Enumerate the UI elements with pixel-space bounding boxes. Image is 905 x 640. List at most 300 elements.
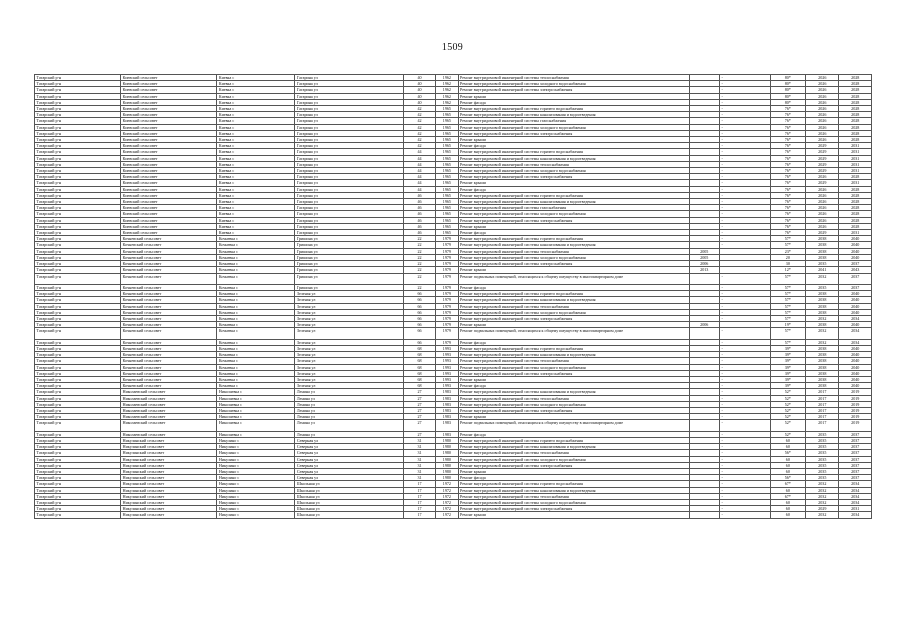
street-cell: Зеленая ул xyxy=(295,328,403,339)
work-type-cell: Ремонт внутридомовой инженерной системы горячего водоснабжения xyxy=(458,236,689,242)
street-cell: Гагарина ул xyxy=(295,112,403,118)
district-cell: Татарский р-н xyxy=(35,420,121,431)
village-council-cell: Кочневский сельсовет xyxy=(121,376,217,382)
house-number-cell: 46 xyxy=(403,199,435,205)
period-to-cell: 2040 xyxy=(839,370,872,376)
last-repair-year-cell xyxy=(689,328,719,339)
build-year-cell: 1983 xyxy=(436,395,458,401)
street-cell: Гагарина ул xyxy=(295,217,403,223)
house-number-cell: 44 xyxy=(403,168,435,174)
work-type-cell: Ремонт внутридомовой инженерной системы горячего водоснабжения xyxy=(458,481,689,487)
wear-percent-cell: 80* xyxy=(770,81,805,87)
house-number-cell: 22 xyxy=(403,273,435,284)
house-number-cell: 66 xyxy=(403,303,435,309)
period-from-cell: 2038 xyxy=(806,236,839,242)
village-council-cell: Кочневский сельсовет xyxy=(121,236,217,242)
wear-percent-cell: 60 xyxy=(770,444,805,450)
house-number-cell: 44 xyxy=(403,161,435,167)
build-year-cell: 1972 xyxy=(436,506,458,512)
dash-cell: - xyxy=(719,456,770,462)
street-cell: Зеленая ул xyxy=(295,315,403,321)
period-to-cell: 2037 xyxy=(839,437,872,443)
work-type-cell: Ремонт внутридомовой инженерной системы канализования и водоотведения xyxy=(458,389,689,395)
work-type-cell: Ремонт внутридомовой инженерной системы теплоснабжения xyxy=(458,358,689,364)
house-number-cell: 22 xyxy=(403,236,435,242)
street-cell: Гагарина ул xyxy=(295,81,403,87)
village-council-cell: Киевский сельсовет xyxy=(121,199,217,205)
work-type-cell: Ремонт внутридомовой инженерной системы холодного водоснабжения xyxy=(458,364,689,370)
work-type-cell: Ремонт внутридомовой инженерной системы холодного водоснабжения xyxy=(458,456,689,462)
street-cell: Гагарина ул xyxy=(295,211,403,217)
district-cell: Татарский р-н xyxy=(35,99,121,105)
build-year-cell: 1993 xyxy=(436,383,458,389)
period-from-cell: 2029 xyxy=(806,230,839,236)
village-council-cell: Николаевский сельсовет xyxy=(121,401,217,407)
settlement-cell: Кочневка с xyxy=(217,309,295,315)
period-to-cell: 2043 xyxy=(839,267,872,273)
dash-cell: - xyxy=(719,93,770,99)
wear-percent-cell: 80* xyxy=(770,75,805,81)
work-type-cell: Ремонт подвальных помещений, относящихся к общему имуществу в многоквартирном доме xyxy=(458,420,689,431)
work-type-cell: Ремонт внутридомовой инженерной системы теплоснабжения xyxy=(458,161,689,167)
village-council-cell: Кочневский сельсовет xyxy=(121,297,217,303)
village-council-cell: Кочневский сельсовет xyxy=(121,273,217,284)
work-type-cell: Ремонт внутридомовой инженерной системы теплоснабжения xyxy=(458,248,689,254)
build-year-cell: 1965 xyxy=(436,199,458,205)
wear-percent-cell: 76* xyxy=(770,168,805,174)
period-to-cell: 2028 xyxy=(839,211,872,217)
house-number-cell: 31 xyxy=(403,468,435,474)
house-number-cell: 31 xyxy=(403,450,435,456)
work-type-cell: Ремонт крыши xyxy=(458,468,689,474)
period-to-cell: 2028 xyxy=(839,93,872,99)
street-cell: Гришина ул xyxy=(295,248,403,254)
period-to-cell: 2019 xyxy=(839,407,872,413)
district-cell: Татарский р-н xyxy=(35,499,121,505)
dash-cell: - xyxy=(719,462,770,468)
village-council-cell: Кочневский сельсовет xyxy=(121,315,217,321)
wear-percent-cell: 39* xyxy=(770,352,805,358)
work-type-cell: Ремонт внутридомовой инженерной системы теплоснабжения xyxy=(458,493,689,499)
settlement-cell: Киевка с xyxy=(217,217,295,223)
street-cell: Гришина ул xyxy=(295,254,403,260)
house-number-cell: 68 xyxy=(403,358,435,364)
period-to-cell: 2028 xyxy=(839,205,872,211)
district-cell: Татарский р-н xyxy=(35,180,121,186)
period-from-cell: 2026 xyxy=(806,199,839,205)
period-to-cell: 2037 xyxy=(839,475,872,481)
dash-cell: - xyxy=(719,199,770,205)
street-cell: Зеленая ул xyxy=(295,376,403,382)
street-cell: Гагарина ул xyxy=(295,99,403,105)
settlement-cell: Николаевка с xyxy=(217,420,295,431)
house-number-cell: 66 xyxy=(403,309,435,315)
work-type-cell: Ремонт внутридомовой инженерной системы газоснабжения xyxy=(458,118,689,124)
period-from-cell: 2038 xyxy=(806,364,839,370)
house-number-cell: 44 xyxy=(403,149,435,155)
village-council-cell: Киевский сельсовет xyxy=(121,174,217,180)
house-number-cell: 40 xyxy=(403,75,435,81)
district-cell: Татарский р-н xyxy=(35,174,121,180)
period-from-cell: 2038 xyxy=(806,322,839,328)
house-number-cell: 44 xyxy=(403,174,435,180)
wear-percent-cell: 57* xyxy=(770,297,805,303)
period-from-cell: 2032 xyxy=(806,339,839,345)
district-cell: Татарский р-н xyxy=(35,248,121,254)
house-number-cell: 22 xyxy=(403,284,435,290)
house-number-cell: 68 xyxy=(403,364,435,370)
dash-cell: - xyxy=(719,81,770,87)
village-council-cell: Киевский сельсовет xyxy=(121,99,217,105)
dash-cell: - xyxy=(719,118,770,124)
house-number-cell: 68 xyxy=(403,352,435,358)
period-from-cell: 2038 xyxy=(806,291,839,297)
village-council-cell: Кочневский сельсовет xyxy=(121,345,217,351)
district-cell: Татарский р-н xyxy=(35,137,121,143)
period-from-cell: 2035 xyxy=(806,468,839,474)
village-council-cell: Киевский сельсовет xyxy=(121,192,217,198)
village-council-cell: Никулинский сельсовет xyxy=(121,506,217,512)
street-cell: Зеленая ул xyxy=(295,364,403,370)
work-type-cell: Ремонт крыши xyxy=(458,322,689,328)
period-from-cell: 2035 xyxy=(806,462,839,468)
street-cell: Гагарина ул xyxy=(295,186,403,192)
repair-schedule-table xyxy=(34,74,872,519)
dash-cell: - xyxy=(719,437,770,443)
period-from-cell: 2038 xyxy=(806,345,839,351)
build-year-cell: 1965 xyxy=(436,230,458,236)
settlement-cell: Никулино с xyxy=(217,512,295,518)
build-year-cell: 1979 xyxy=(436,236,458,242)
settlement-cell: Никулино с xyxy=(217,437,295,443)
house-number-cell: 42 xyxy=(403,106,435,112)
settlement-cell: Николаевка с xyxy=(217,414,295,420)
village-council-cell: Киевский сельсовет xyxy=(121,112,217,118)
build-year-cell: 1965 xyxy=(436,192,458,198)
village-council-cell: Никулинский сельсовет xyxy=(121,493,217,499)
street-cell: Гагарина ул xyxy=(295,124,403,130)
dash-cell: - xyxy=(719,499,770,505)
settlement-cell: Кочневка с xyxy=(217,364,295,370)
work-type-cell: Ремонт внутридомовой инженерной системы канализования и водоотведения xyxy=(458,487,689,493)
district-cell: Татарский р-н xyxy=(35,223,121,229)
street-cell: Школьная ул xyxy=(295,506,403,512)
village-council-cell: Никулинский сельсовет xyxy=(121,437,217,443)
period-from-cell: 2029 xyxy=(806,180,839,186)
village-council-cell: Киевский сельсовет xyxy=(121,87,217,93)
village-council-cell: Никулинский сельсовет xyxy=(121,487,217,493)
settlement-cell: Киевка с xyxy=(217,230,295,236)
village-council-cell: Кочневский сельсовет xyxy=(121,370,217,376)
street-cell: Ленина ул xyxy=(295,389,403,395)
settlement-cell: Киевка с xyxy=(217,112,295,118)
wear-percent-cell: 20 xyxy=(770,254,805,260)
period-to-cell: 2028 xyxy=(839,124,872,130)
build-year-cell: 1979 xyxy=(436,339,458,345)
street-cell: Гагарина ул xyxy=(295,223,403,229)
period-to-cell: 2037 xyxy=(839,431,872,437)
dash-cell: - xyxy=(719,106,770,112)
settlement-cell: Никулино с xyxy=(217,475,295,481)
period-from-cell: 2017 xyxy=(806,414,839,420)
wear-percent-cell: 67* xyxy=(770,493,805,499)
period-from-cell: 2026 xyxy=(806,118,839,124)
build-year-cell: 1972 xyxy=(436,499,458,505)
build-year-cell: 1983 xyxy=(436,420,458,431)
build-year-cell: 1965 xyxy=(436,143,458,149)
build-year-cell: 1980 xyxy=(436,475,458,481)
street-cell: Школьная ул xyxy=(295,512,403,518)
street-cell: Гришина ул xyxy=(295,273,403,284)
village-council-cell: Киевский сельсовет xyxy=(121,230,217,236)
period-from-cell: 2026 xyxy=(806,223,839,229)
district-cell: Татарский р-н xyxy=(35,242,121,248)
settlement-cell: Николаевка с xyxy=(217,431,295,437)
district-cell: Татарский р-н xyxy=(35,315,121,321)
settlement-cell: Кочневка с xyxy=(217,284,295,290)
house-number-cell: 31 xyxy=(403,437,435,443)
wear-percent-cell: 76* xyxy=(770,112,805,118)
dash-cell: - xyxy=(719,284,770,290)
wear-percent-cell: 76* xyxy=(770,174,805,180)
house-number-cell: 27 xyxy=(403,395,435,401)
settlement-cell: Киевка с xyxy=(217,180,295,186)
settlement-cell: Никулино с xyxy=(217,444,295,450)
wear-percent-cell: 52* xyxy=(770,420,805,431)
district-cell: Татарский р-н xyxy=(35,211,121,217)
settlement-cell: Кочневка с xyxy=(217,261,295,267)
period-to-cell: 2040 xyxy=(839,376,872,382)
house-number-cell: 40 xyxy=(403,81,435,87)
build-year-cell: 1980 xyxy=(436,456,458,462)
wear-percent-cell: 39* xyxy=(770,358,805,364)
street-cell: Гагарина ул xyxy=(295,75,403,81)
period-from-cell: 2026 xyxy=(806,211,839,217)
street-cell: Зеленая ул xyxy=(295,309,403,315)
wear-percent-cell: 80* xyxy=(770,93,805,99)
village-council-cell: Кочневский сельсовет xyxy=(121,303,217,309)
district-cell: Татарский р-н xyxy=(35,112,121,118)
period-from-cell: 2032 xyxy=(806,481,839,487)
house-number-cell: 31 xyxy=(403,444,435,450)
village-council-cell: Николаевский сельсовет xyxy=(121,389,217,395)
dash-cell: - xyxy=(719,376,770,382)
work-type-cell: Ремонт фасада xyxy=(458,99,689,105)
settlement-cell: Кочневка с xyxy=(217,248,295,254)
settlement-cell: Кочневка с xyxy=(217,242,295,248)
dash-cell: - xyxy=(719,339,770,345)
wear-percent-cell: 76* xyxy=(770,211,805,217)
district-cell: Татарский р-н xyxy=(35,155,121,161)
house-number-cell: 27 xyxy=(403,420,435,431)
build-year-cell: 1983 xyxy=(436,389,458,395)
wear-percent-cell: 60 xyxy=(770,487,805,493)
street-cell: Гагарина ул xyxy=(295,106,403,112)
dash-cell: - xyxy=(719,124,770,130)
house-number-cell: 68 xyxy=(403,370,435,376)
district-cell: Татарский р-н xyxy=(35,236,121,242)
wear-percent-cell: 57* xyxy=(770,291,805,297)
period-to-cell: 2028 xyxy=(839,118,872,124)
period-to-cell: 2034 xyxy=(839,493,872,499)
build-year-cell: 1979 xyxy=(436,267,458,273)
settlement-cell: Киевка с xyxy=(217,75,295,81)
wear-percent-cell: 60 xyxy=(770,468,805,474)
period-to-cell: 2028 xyxy=(839,137,872,143)
work-type-cell: Ремонт внутридомовой инженерной системы горячего водоснабжения xyxy=(458,192,689,198)
dash-cell: - xyxy=(719,309,770,315)
page-number: 1509 xyxy=(441,42,464,53)
wear-percent-cell: 80* xyxy=(770,87,805,93)
work-type-cell: Ремонт внутридомовой инженерной системы электроснабжения xyxy=(458,130,689,136)
wear-percent-cell: 60 xyxy=(770,456,805,462)
district-cell: Татарский р-н xyxy=(35,309,121,315)
settlement-cell: Киевка с xyxy=(217,87,295,93)
build-year-cell: 1972 xyxy=(436,512,458,518)
period-to-cell: 2031 xyxy=(839,149,872,155)
village-council-cell: Кочневский сельсовет xyxy=(121,254,217,260)
dash-cell: - xyxy=(719,174,770,180)
period-to-cell: 2031 xyxy=(839,168,872,174)
street-cell: Гагарина ул xyxy=(295,180,403,186)
wear-percent-cell: 57* xyxy=(770,273,805,284)
period-to-cell: 2040 xyxy=(839,248,872,254)
street-cell: Гагарина ул xyxy=(295,192,403,198)
wear-percent-cell: 57* xyxy=(770,328,805,339)
wear-percent-cell: 76* xyxy=(770,130,805,136)
settlement-cell: Кочневка с xyxy=(217,291,295,297)
dash-cell: - xyxy=(719,180,770,186)
village-council-cell: Никулинский сельсовет xyxy=(121,462,217,468)
village-council-cell: Киевский сельсовет xyxy=(121,223,217,229)
build-year-cell: 1980 xyxy=(436,444,458,450)
street-cell: Гагарина ул xyxy=(295,168,403,174)
dash-cell: - xyxy=(719,358,770,364)
district-cell: Татарский р-н xyxy=(35,186,121,192)
settlement-cell: Кочневка с xyxy=(217,383,295,389)
work-type-cell: Ремонт фасада xyxy=(458,284,689,290)
settlement-cell: Никулино с xyxy=(217,493,295,499)
work-type-cell: Ремонт внутридомовой инженерной системы электроснабжения xyxy=(458,87,689,93)
village-council-cell: Кочневский сельсовет xyxy=(121,248,217,254)
period-to-cell: 2040 xyxy=(839,364,872,370)
build-year-cell: 1979 xyxy=(436,322,458,328)
district-cell: Татарский р-н xyxy=(35,75,121,81)
house-number-cell: 17 xyxy=(403,487,435,493)
district-cell: Татарский р-н xyxy=(35,468,121,474)
dash-cell: - xyxy=(719,370,770,376)
district-cell: Татарский р-н xyxy=(35,192,121,198)
work-type-cell: Ремонт внутридомовой инженерной системы холодного водоснабжения xyxy=(458,401,689,407)
period-from-cell: 2038 xyxy=(806,248,839,254)
build-year-cell: 1993 xyxy=(436,352,458,358)
settlement-cell: Кочневка с xyxy=(217,236,295,242)
build-year-cell: 1972 xyxy=(436,493,458,499)
house-number-cell: 46 xyxy=(403,230,435,236)
district-cell: Татарский р-н xyxy=(35,161,121,167)
settlement-cell: Кочневка с xyxy=(217,345,295,351)
period-from-cell: 2029 xyxy=(806,143,839,149)
wear-percent-cell: 39* xyxy=(770,345,805,351)
period-from-cell: 2038 xyxy=(806,352,839,358)
wear-percent-cell: 60 xyxy=(770,506,805,512)
street-cell: Гагарина ул xyxy=(295,199,403,205)
village-council-cell: Николаевский сельсовет xyxy=(121,395,217,401)
build-year-cell: 1979 xyxy=(436,248,458,254)
street-cell: Гагарина ул xyxy=(295,230,403,236)
settlement-cell: Киевка с xyxy=(217,174,295,180)
house-number-cell: 68 xyxy=(403,345,435,351)
district-cell: Татарский р-н xyxy=(35,124,121,130)
work-type-cell: Ремонт крыши xyxy=(458,223,689,229)
table-row xyxy=(35,512,872,518)
work-type-cell: Ремонт фасада xyxy=(458,339,689,345)
build-year-cell: 1983 xyxy=(436,401,458,407)
wear-percent-cell: 56* xyxy=(770,475,805,481)
build-year-cell: 1993 xyxy=(436,358,458,364)
house-number-cell: 66 xyxy=(403,297,435,303)
period-from-cell: 2026 xyxy=(806,217,839,223)
street-cell: Зеленая ул xyxy=(295,322,403,328)
street-cell: Зеленая ул xyxy=(295,358,403,364)
street-cell: Зеленая ул xyxy=(295,303,403,309)
village-council-cell: Кочневский сельсовет xyxy=(121,328,217,339)
settlement-cell: Кочневка с xyxy=(217,358,295,364)
dash-cell: - xyxy=(719,506,770,512)
last-repair-year-cell xyxy=(689,420,719,431)
build-year-cell: 1965 xyxy=(436,180,458,186)
work-type-cell: Ремонт внутридомовой инженерной системы канализования и водоотведения xyxy=(458,199,689,205)
village-council-cell: Киевский сельсовет xyxy=(121,130,217,136)
district-cell: Татарский р-н xyxy=(35,267,121,273)
district-cell: Татарский р-н xyxy=(35,254,121,260)
wear-percent-cell: 76* xyxy=(770,205,805,211)
build-year-cell: 1979 xyxy=(436,303,458,309)
house-number-cell: 17 xyxy=(403,499,435,505)
period-to-cell: 2040 xyxy=(839,358,872,364)
wear-percent-cell: 39* xyxy=(770,364,805,370)
period-from-cell: 2029 xyxy=(806,155,839,161)
period-to-cell: 2031 xyxy=(839,180,872,186)
settlement-cell: Киевка с xyxy=(217,118,295,124)
wear-percent-cell: 52* xyxy=(770,395,805,401)
period-to-cell: 2028 xyxy=(839,99,872,105)
house-number-cell: 40 xyxy=(403,87,435,93)
house-number-cell: 27 xyxy=(403,431,435,437)
wear-percent-cell: 60 xyxy=(770,512,805,518)
period-from-cell: 2017 xyxy=(806,389,839,395)
period-from-cell: 2038 xyxy=(806,383,839,389)
period-to-cell: 2040 xyxy=(839,254,872,260)
settlement-cell: Киевка с xyxy=(217,124,295,130)
settlement-cell: Кочневка с xyxy=(217,328,295,339)
settlement-cell: Киевка с xyxy=(217,143,295,149)
dash-cell: - xyxy=(719,211,770,217)
wear-percent-cell: 76* xyxy=(770,155,805,161)
work-type-cell: Ремонт внутридомовой инженерной системы электроснабжения xyxy=(458,315,689,321)
settlement-cell: Никулино с xyxy=(217,487,295,493)
work-type-cell: Ремонт внутридомовой инженерной системы канализования и водоотведения xyxy=(458,112,689,118)
district-cell: Татарский р-н xyxy=(35,339,121,345)
build-year-cell: 1965 xyxy=(436,223,458,229)
district-cell: Татарский р-н xyxy=(35,230,121,236)
settlement-cell: Никулино с xyxy=(217,481,295,487)
settlement-cell: Николаевка с xyxy=(217,389,295,395)
settlement-cell: Кочневка с xyxy=(217,352,295,358)
dash-cell: - xyxy=(719,242,770,248)
last-repair-year-cell: 2006 xyxy=(689,322,719,328)
build-year-cell: 1979 xyxy=(436,242,458,248)
